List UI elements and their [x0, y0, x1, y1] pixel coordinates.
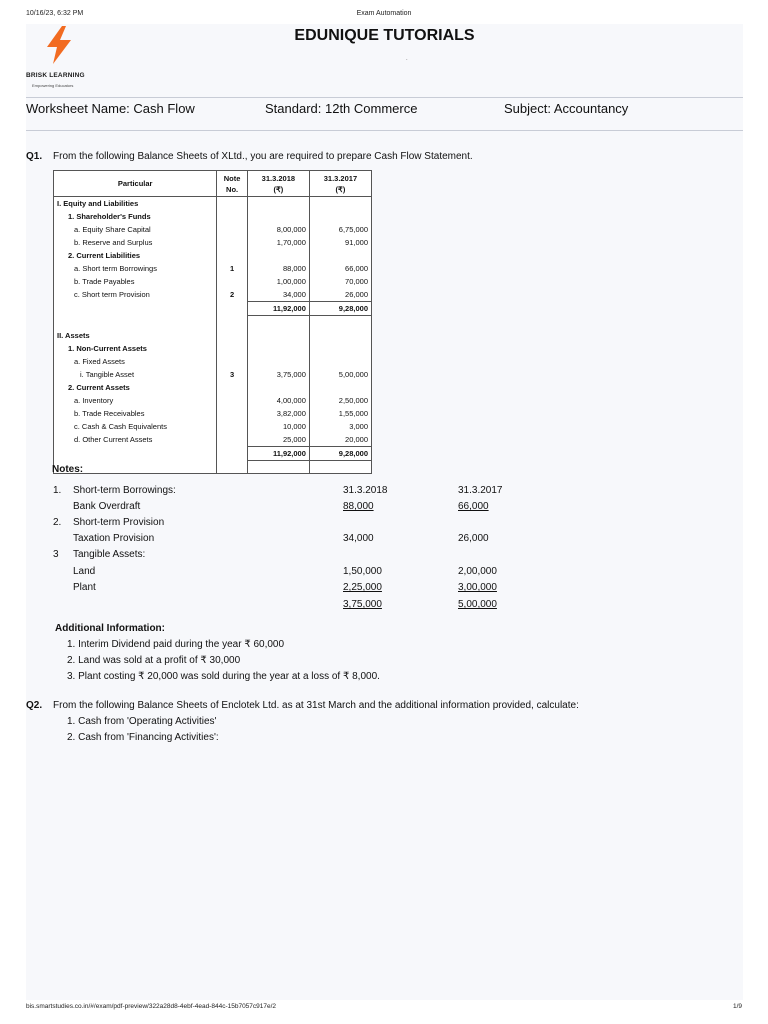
- cell-2017: 1,55,000: [309, 407, 371, 420]
- cell-note: [217, 275, 247, 288]
- note-2-label: Short-term Provision: [73, 517, 165, 528]
- cell-particular: a. Equity Share Capital: [54, 223, 217, 236]
- question-text: From the following Balance Sheets of XLtd., you are required to prepare Cash Flow Statement.: [53, 151, 473, 162]
- note-3-land-2018: 1,50,000: [343, 566, 382, 577]
- note-3-plant: Plant: [73, 582, 96, 593]
- print-url: bis.smartstudies.co.in/#/exam/pdf-preview/322a28d8-4ebf-4ead-844c-15b7057c917e/2: [26, 1003, 277, 1010]
- note-3-total-2018: 3,75,000: [343, 599, 382, 610]
- cell-particular: [54, 316, 217, 329]
- cell-particular: II. Assets: [54, 329, 217, 342]
- cell-particular: 1. Shareholder's Funds: [54, 210, 217, 223]
- cell-2017: [309, 329, 371, 342]
- cell-particular: i. Tangible Asset: [54, 368, 217, 381]
- table-row: [54, 381, 372, 394]
- additional-info-item: 3. Plant costing ₹ 20,000 was sold during the year at a loss of ₹ 8,000.: [67, 671, 380, 682]
- cell-2018: [247, 460, 309, 473]
- note-3-total-2017: 5,00,000: [458, 599, 497, 610]
- table-row: [54, 407, 372, 420]
- cell-particular: 2. Current Liabilities: [54, 249, 217, 262]
- note-3-number: 3: [53, 549, 59, 560]
- print-datetime: 10/16/23, 6:32 PM: [26, 10, 84, 17]
- cell-2018: [247, 210, 309, 223]
- cell-2017: [309, 355, 371, 368]
- cell-particular: b. Trade Receivables: [54, 407, 217, 420]
- cell-particular: [54, 446, 217, 460]
- note-2-value-2017: 26,000: [458, 533, 489, 544]
- year-2017-label: 31.3.2017: [323, 173, 358, 183]
- cell-2017: [309, 460, 371, 473]
- table-row: [54, 249, 372, 262]
- cell-2018: 3,82,000: [247, 407, 309, 420]
- worksheet-name: Worksheet Name: Cash Flow: [26, 101, 195, 116]
- cell-2017: [309, 342, 371, 355]
- cell-note: [217, 236, 247, 249]
- note-2-value-2018: 34,000: [343, 533, 374, 544]
- notes-col-2017: 31.3.2017: [458, 485, 503, 496]
- note-3-land: Land: [73, 566, 96, 577]
- table-row: [54, 394, 372, 407]
- table-row: [54, 355, 372, 368]
- cell-note: [217, 210, 247, 223]
- cell-particular: b. Reserve and Surplus: [54, 236, 217, 249]
- cell-note: [217, 302, 247, 316]
- print-header: [26, 10, 742, 22]
- table-row: [54, 316, 372, 329]
- cell-particular: c. Short term Provision: [54, 288, 217, 302]
- cell-note: [217, 460, 247, 473]
- cell-note: [217, 381, 247, 394]
- cell-2018: [247, 381, 309, 394]
- cell-2018: 11,92,000: [247, 446, 309, 460]
- table-row: [54, 342, 372, 355]
- cell-note: [217, 407, 247, 420]
- cell-2018: 10,000: [247, 420, 309, 433]
- note-3-land-2017: 2,00,000: [458, 566, 497, 577]
- question-1: [26, 151, 726, 165]
- cell-2018: [247, 316, 309, 329]
- question-2: [26, 700, 736, 714]
- rupee-unit-2018: (₹): [273, 184, 284, 194]
- table-row: [54, 329, 372, 342]
- cell-2017: 70,000: [309, 275, 371, 288]
- table-row: [54, 433, 372, 447]
- table-row: [54, 197, 372, 211]
- cell-particular: a. Inventory: [54, 394, 217, 407]
- worksheet-standard: Standard: 12th Commerce: [265, 101, 418, 116]
- cell-2017: [309, 210, 371, 223]
- cell-note: [217, 223, 247, 236]
- cell-note: [217, 446, 247, 460]
- cell-2017: 91,000: [309, 236, 371, 249]
- table-row: [54, 420, 372, 433]
- cell-2018: [247, 355, 309, 368]
- q2-item: 1. Cash from 'Operating Activities': [67, 716, 217, 727]
- balance-sheet-table: [53, 170, 372, 474]
- cell-2018: [247, 329, 309, 342]
- note-1-label: Short-term Borrowings:: [73, 485, 176, 496]
- col-header-particular: Particular: [54, 171, 217, 197]
- cell-note: [217, 420, 247, 433]
- table-header-row: [54, 171, 372, 197]
- question-text: From the following Balance Sheets of Enclotek Ltd. as at 31st March and the additional information provided, calculate:: [53, 700, 579, 711]
- cell-2017: 9,28,000: [309, 302, 371, 316]
- note-no-label: No.: [226, 184, 239, 194]
- table-row: [54, 275, 372, 288]
- question-number: Q1.: [26, 151, 43, 162]
- question-number: Q2.: [26, 700, 43, 711]
- table-row: [54, 262, 372, 275]
- col-header-2017: [309, 171, 371, 197]
- cell-note: [217, 394, 247, 407]
- cell-2018: [247, 342, 309, 355]
- cell-note: [217, 197, 247, 211]
- cell-2018: 1,70,000: [247, 236, 309, 249]
- note-1-value-2018: 88,000: [343, 501, 374, 512]
- cell-2017: 5,00,000: [309, 368, 371, 381]
- cell-note: [217, 249, 247, 262]
- institute-name: EDUNIQUE TUTORIALS: [294, 27, 475, 44]
- cell-2017: [309, 381, 371, 394]
- cell-2017: 3,000: [309, 420, 371, 433]
- cell-2018: 8,00,000: [247, 223, 309, 236]
- cell-particular: d. Other Current Assets: [54, 433, 217, 447]
- cell-2017: 66,000: [309, 262, 371, 275]
- header-divider: [26, 97, 743, 98]
- page-number: 1/9: [732, 1003, 742, 1010]
- cell-particular: c. Cash & Cash Equivalents: [54, 420, 217, 433]
- worksheet-subject: Subject: Accountancy: [504, 101, 629, 116]
- table-row: [54, 288, 372, 302]
- cell-particular: a. Fixed Assets: [54, 355, 217, 368]
- cell-2018: 25,000: [247, 433, 309, 447]
- cell-2017: 9,28,000: [309, 446, 371, 460]
- print-footer: [26, 1003, 742, 1015]
- note-label: Note: [223, 173, 241, 183]
- logo-brand-text: BRISK LEARNING: [26, 72, 85, 79]
- notes-col-2018: 31.3.2018: [343, 485, 388, 496]
- cell-2017: [309, 316, 371, 329]
- cell-particular: I. Equity and Liabilities: [54, 197, 217, 211]
- cell-particular: [54, 302, 217, 316]
- logo-tagline: Empowering Educators: [32, 83, 74, 88]
- cell-note: [217, 433, 247, 447]
- table-row: [54, 446, 372, 460]
- cell-note: 1: [217, 262, 247, 275]
- cell-note: 2: [217, 288, 247, 302]
- worksheet-page: [26, 24, 743, 1000]
- cell-2017: 20,000: [309, 433, 371, 447]
- q2-item: 2. Cash from 'Financing Activities':: [67, 732, 219, 743]
- cell-2018: 4,00,000: [247, 394, 309, 407]
- cell-2018: [247, 249, 309, 262]
- cell-2017: 2,50,000: [309, 394, 371, 407]
- cell-note: [217, 355, 247, 368]
- cell-particular: 1. Non-Current Assets: [54, 342, 217, 355]
- cell-2017: 26,000: [309, 288, 371, 302]
- cell-note: 3: [217, 368, 247, 381]
- year-2018-label: 31.3.2018: [261, 173, 296, 183]
- note-1-value-2017: 66,000: [458, 501, 489, 512]
- col-header-2018: [247, 171, 309, 197]
- table-row: [54, 236, 372, 249]
- cell-2017: [309, 249, 371, 262]
- cell-particular: 2. Current Assets: [54, 381, 217, 394]
- cell-note: [217, 316, 247, 329]
- table-row: [54, 210, 372, 223]
- meta-divider: [26, 130, 743, 131]
- rupee-unit-2017: (₹): [335, 184, 346, 194]
- cell-note: [217, 342, 247, 355]
- print-title: Exam Automation: [356, 10, 412, 17]
- table-row: [54, 368, 372, 381]
- cell-2018: 88,000: [247, 262, 309, 275]
- cell-note: [217, 329, 247, 342]
- cell-particular: a. Short term Borrowings: [54, 262, 217, 275]
- note-3-label: Tangible Assets:: [73, 549, 146, 560]
- note-1-number: 1.: [53, 485, 62, 496]
- note-3-plant-2018: 2,25,000: [343, 582, 382, 593]
- note-1-sub: Bank Overdraft: [73, 501, 141, 512]
- table-row: [54, 302, 372, 316]
- note-2-sub: Taxation Provision: [73, 533, 155, 544]
- cell-2017: [309, 197, 371, 211]
- cell-2018: 1,00,000: [247, 275, 309, 288]
- notes-heading: Notes:: [52, 464, 84, 475]
- col-header-note: [217, 171, 247, 197]
- table-row: [54, 223, 372, 236]
- additional-info-heading: Additional Information:: [55, 623, 165, 634]
- table-row: [54, 460, 372, 473]
- note-3-plant-2017: 3,00,000: [458, 582, 497, 593]
- note-2-number: 2.: [53, 517, 62, 528]
- cell-2018: 3,75,000: [247, 368, 309, 381]
- cell-2018: [247, 197, 309, 211]
- cell-particular: b. Trade Payables: [54, 275, 217, 288]
- cell-2017: 6,75,000: [309, 223, 371, 236]
- header-dot: .: [406, 56, 408, 62]
- cell-2018: 11,92,000: [247, 302, 309, 316]
- cell-2018: 34,000: [247, 288, 309, 302]
- additional-info-item: 1. Interim Dividend paid during the year ₹ 60,000: [67, 639, 285, 650]
- additional-info-item: 2. Land was sold at a profit of ₹ 30,000: [67, 655, 241, 666]
